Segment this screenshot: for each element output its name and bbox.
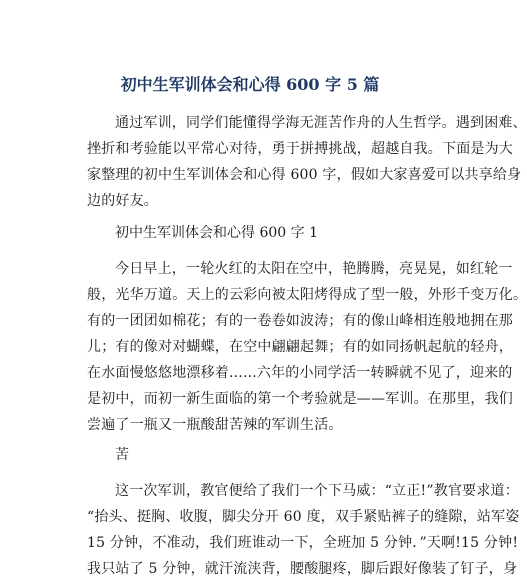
paragraph-line: 通过军训，同学们能懂得学海无涯苦作舟的人生哲学。遇到困难、 <box>115 115 527 131</box>
document-title: 初中生军训体会和心得 600 字 5 篇 <box>120 75 380 94</box>
paragraph-line: 我只站了 5 分钟，就汗流浃背，腰酸腿疼，脚后跟好像装了钉子，身 <box>87 561 518 577</box>
paragraph-line: 尝遍了一瓶又一瓶酸甜苦辣的军训生活。 <box>87 417 343 433</box>
body-paragraph-1 <box>87 259 527 441</box>
paragraph-line: 15 分钟，不准动，我们班谁动一下，全班加 5 分钟．”天啊!15 分钟! <box>87 535 519 551</box>
paragraph-line: 儿；有的像对对蝴蝶，在空中翩翩起舞；有的如同扬帆起航的轻舟， <box>87 339 513 355</box>
paragraph-line: 是初中，而初一新生面临的第一个考验就是——军训。在那里，我们 <box>87 391 513 407</box>
paragraph-line: 今日早上，一轮火红的太阳在空中，艳腾腾，亮晃晃，如红轮一 <box>115 261 513 277</box>
paragraph-line: 在水面慢悠悠地漂移着......六年的小同学活一转瞬就不见了，迎来的 <box>87 365 513 381</box>
paragraph-line: 挫折和考验能以平常心对待，勇于拼搏挑战，超越自我。下面是为大 <box>87 141 513 157</box>
paragraph-line: 家整理的初中生军训体会和心得 600 字，假如大家喜爱可以共享给身 <box>87 167 522 183</box>
intro-paragraph <box>87 113 527 217</box>
paragraph-line: 有的一团团如棉花；有的一卷卷如波涛；有的像山峰相连般地拥在那 <box>87 313 513 329</box>
paragraph-line: 边的好友。 <box>87 193 158 209</box>
body-paragraph-2 <box>87 481 520 585</box>
paragraph-line: 般，光华万道。天上的云彩向被太阳烤得成了型一般，外形千变万化。 <box>87 287 527 303</box>
section-heading: 初中生军训体会和心得 600 字 1 <box>115 225 318 241</box>
subheading: 苦 <box>115 447 129 463</box>
paragraph-line: 这一次军训，教官便给了我们一个下马威：“立正!”教官要求道： <box>115 483 519 499</box>
paragraph-line: “抬头、挺胸、收腹，脚尖分开 60 度，双手紧贴裤子的缝隙，站军姿 <box>87 509 520 525</box>
